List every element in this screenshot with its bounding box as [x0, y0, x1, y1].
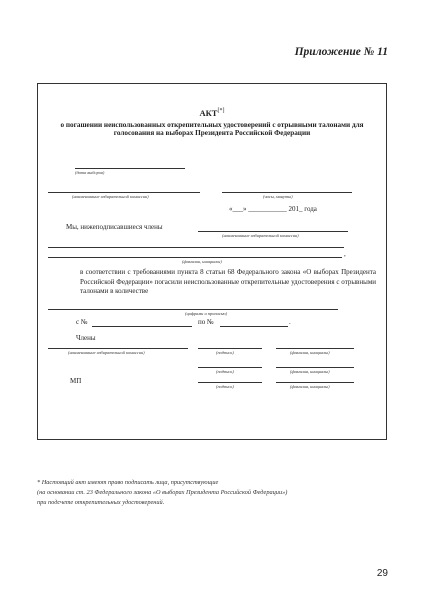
act-title-text: АКТ	[199, 108, 218, 118]
page-number: 29	[376, 568, 388, 579]
signature1-line	[198, 348, 262, 349]
footnote-line-3: при подсчете открепительных удостоверений.	[37, 498, 165, 506]
range-to-label: по №	[198, 318, 214, 326]
names-line-2	[48, 257, 342, 258]
range-from-line	[92, 326, 192, 327]
commission-name3-line	[48, 348, 188, 349]
range-to-line	[220, 326, 288, 327]
appendix-label: Приложение № 11	[294, 46, 388, 58]
time-caption: (часы, минуты)	[263, 194, 293, 199]
amount-line	[48, 309, 338, 310]
signature3-caption: (подпись)	[216, 384, 234, 389]
fio3-line	[276, 382, 354, 383]
names-comma: ,	[344, 250, 346, 258]
footnote-mark: [*]	[217, 108, 225, 115]
range-dot: .	[289, 318, 291, 326]
commission-name2-line	[198, 231, 348, 232]
footnote-line-1: * Настоящий акт имеют право подписать лица, присутствующие	[37, 479, 219, 486]
members-label: Члены	[76, 334, 96, 342]
act-body-text: в соответствии с требованиями пункта 8 статьи 68 Федерального закона «О выборах Президента Российской Федерации» погасили неиспользованные открепительные удостоверения с отрывными талонами в количестве	[80, 268, 376, 296]
names-caption: (фамилии, инициалы)	[182, 259, 222, 264]
signature1-caption: (подпись)	[216, 350, 234, 355]
signature2-caption: (подпись)	[216, 369, 234, 374]
members-intro: Мы, нижеподписавшиеся члены	[66, 223, 163, 231]
fio3-caption: (фамилия, инициалы)	[290, 384, 330, 389]
time-line	[222, 192, 352, 193]
fio2-caption: (фамилия, инициалы)	[290, 369, 330, 374]
amount-caption: (цифрами и прописью)	[185, 311, 228, 316]
range-from-label: с №	[76, 318, 88, 326]
election-date-caption: (дата выборов)	[75, 170, 105, 175]
fio2-line	[276, 367, 354, 368]
commission-name-line	[48, 192, 200, 193]
act-subtitle: о погашении неиспользованных открепительных удостоверений с отрывными талонами для голосования на выборах Президента Российской Федерации	[60, 121, 364, 138]
fio1-caption: (фамилия, инициалы)	[290, 350, 330, 355]
commission-name2-caption: (наименование избирательной комиссии)	[222, 233, 299, 238]
election-date-line	[75, 168, 185, 169]
stamp-label: МП	[70, 377, 82, 385]
footnote-line-2: (на основании ст. 23 Федерального закона «О выборах Президента Российской Федерации»)	[37, 488, 288, 496]
signature3-line	[198, 382, 262, 383]
commission-name3-caption: (наименование избирательной комиссии)	[68, 350, 145, 355]
act-date-line: «___» ___________ 201_ года	[229, 205, 317, 213]
act-title	[37, 108, 387, 118]
names-line-1	[48, 247, 344, 248]
signature2-line	[198, 367, 262, 368]
fio1-line	[276, 348, 354, 349]
footnote	[37, 478, 287, 507]
commission-name-caption: (наименование избирательной комиссии)	[72, 194, 149, 199]
